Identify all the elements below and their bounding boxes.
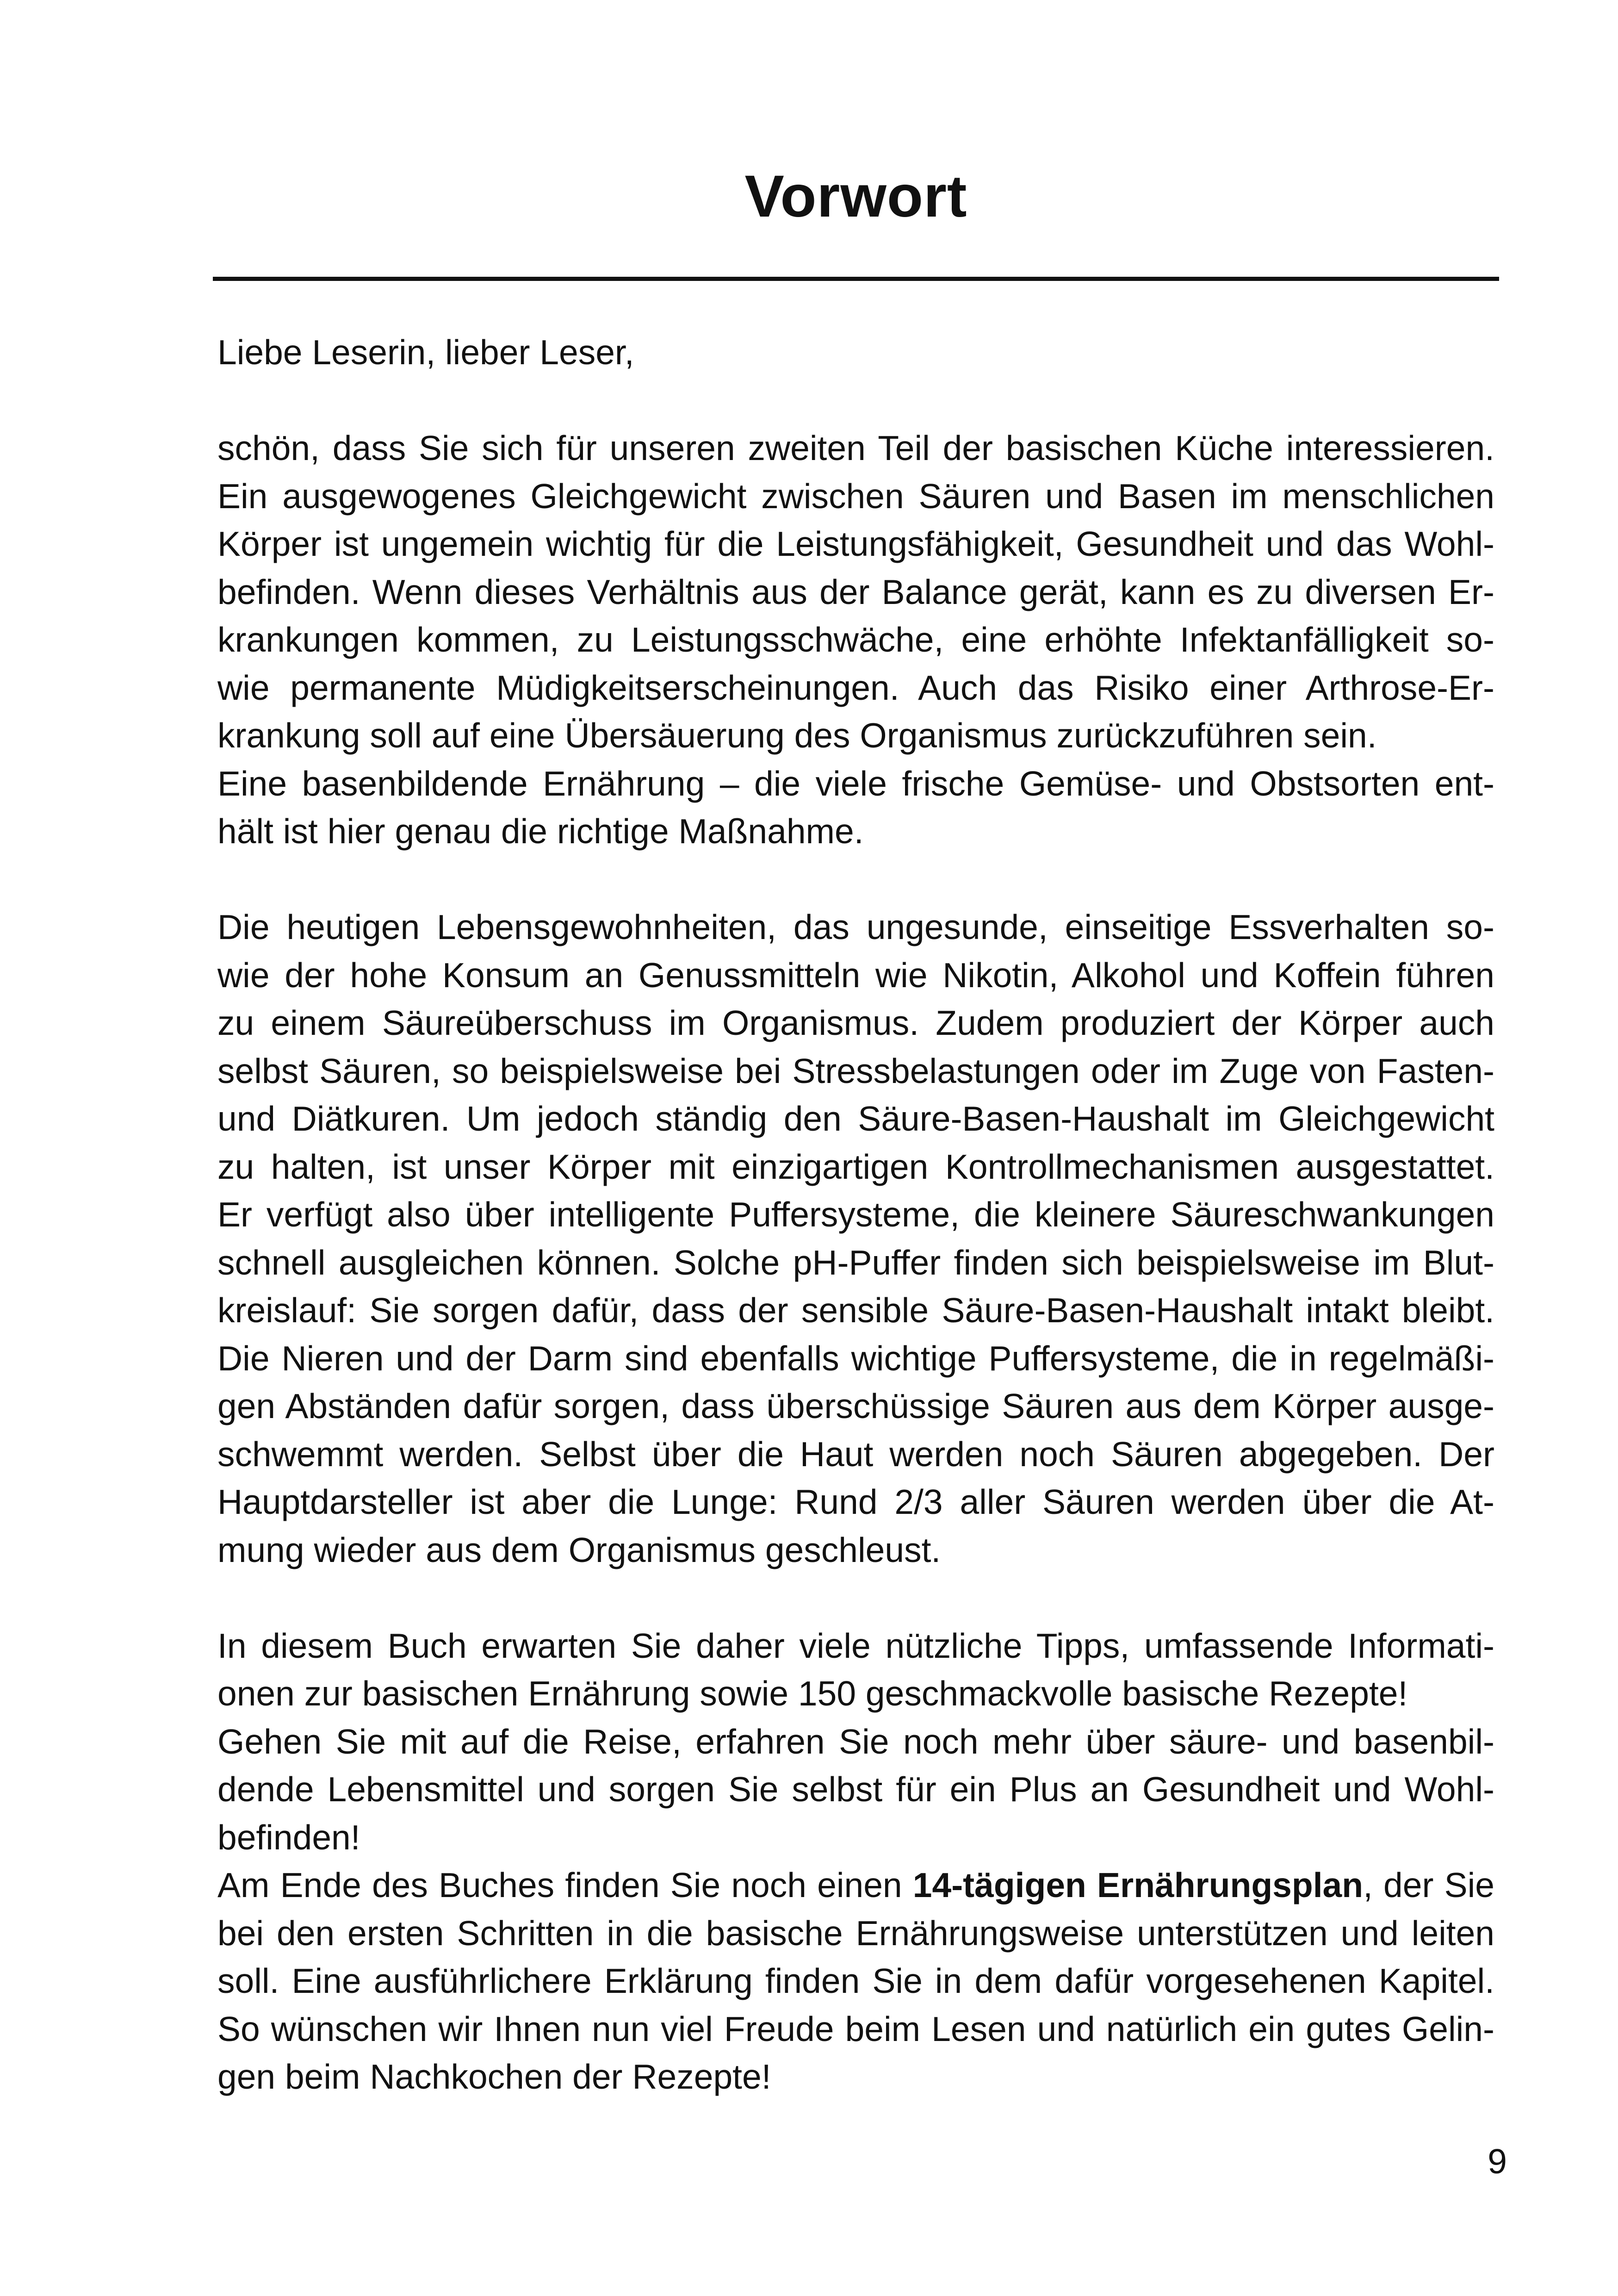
text-line: hält ist hier genau die richtige Maßnahme.: [217, 812, 864, 851]
text-line: Gehen Sie mit auf die Reise, erfahren Sie noch mehr über säure- und basenbil-: [217, 1722, 1494, 1761]
plan-line-tail: , der Sie: [1363, 1866, 1494, 1904]
text-line: kreislauf: Sie sorgen dafür, dass der sensible Säure-Basen-Haushalt intakt bleibt.: [217, 1291, 1494, 1330]
text-line: gen beim Nachkochen der Rezepte!: [217, 2057, 771, 2096]
text-line: onen zur basischen Ernährung sowie 150 geschmackvolle basische Rezepte!: [217, 1674, 1408, 1713]
text-line: Er verfügt also über intelligente Puffersysteme, die kleinere Säureschwankungen: [217, 1195, 1494, 1234]
text-line: bei den ersten Schritten in die basische Ernährungsweise unterstützen und leiten: [217, 1913, 1494, 1953]
text-line: So wünschen wir Ihnen nun viel Freude beim Lesen und natürlich ein gutes Gelin-: [217, 2009, 1494, 2048]
text-line: wie permanente Müdigkeitserscheinungen. Auch das Risiko einer Arthrose-Er-: [217, 668, 1494, 707]
paragraph-1: [217, 424, 1494, 856]
text-line: selbst Säuren, so beispielsweise bei Stressbelastungen oder im Zuge von Fasten-: [217, 1051, 1494, 1090]
text-line: zu halten, ist unser Körper mit einzigartigen Kontrollmechanismen ausgestattet.: [217, 1147, 1494, 1186]
text-line: Ein ausgewogenes Gleichgewicht zwischen Säuren und Basen im menschlichen: [217, 476, 1494, 516]
page-number: 9: [1488, 2142, 1507, 2181]
text-line: schwemmt werden. Selbst über die Haut werden noch Säuren abgegeben. Der: [217, 1434, 1494, 1474]
plan-line-lead: Am Ende des Buches finden Sie noch einen: [217, 1866, 913, 1904]
text-line: befinden!: [217, 1817, 360, 1857]
text-line: In diesem Buch erwarten Sie daher viele nützliche Tipps, umfassende Informati-: [217, 1626, 1494, 1665]
text-line: und Diätkuren. Um jedoch ständig den Säure-Basen-Haushalt im Gleichgewicht: [217, 1099, 1494, 1138]
paragraph-2: [217, 903, 1494, 1574]
text-line: befinden. Wenn dieses Verhältnis aus der Balance gerät, kann es zu diversen Er-: [217, 572, 1494, 611]
page-title: Vorwort: [744, 163, 967, 230]
text-line: krankung soll auf eine Übersäuerung des Organismus zurückzuführen sein.: [217, 716, 1377, 755]
text-line: zu einem Säureüberschuss im Organismus. Zudem produziert der Körper auch: [217, 1003, 1494, 1042]
paragraph-3: [217, 1622, 1494, 2101]
text-line: schön, dass Sie sich für unseren zweiten Teil der basischen Küche interessieren.: [217, 429, 1494, 467]
salutation: Liebe Leserin, lieber Leser,: [217, 333, 634, 372]
text-line: Hauptdarsteller ist aber die Lunge: Rund 2/3 aller Säuren werden über die At-: [217, 1482, 1494, 1521]
text-line: mung wieder aus dem Organismus geschleust.: [217, 1530, 941, 1569]
text-line: soll. Eine ausführlichere Erklärung finden Sie in dem dafür vorgesehenen Kapitel.: [217, 1961, 1494, 2000]
meal-plan-emphasis: 14-tägigen Ernährungsplan: [912, 1866, 1364, 1904]
text-line: wie der hohe Konsum an Genussmitteln wie Nikotin, Alkohol und Koffein führen: [217, 955, 1494, 995]
text-line: dende Lebensmittel und sorgen Sie selbst für ein Plus an Gesundheit und Wohl-: [217, 1770, 1494, 1809]
text-line: schnell ausgleichen können. Solche pH-Puffer finden sich beispielsweise im Blut-: [217, 1243, 1494, 1282]
text-line: Eine basenbildende Ernährung – die viele frische Gemüse- und Obstsorten ent-: [217, 764, 1494, 803]
text-line-with-emphasis: [217, 1861, 1494, 1910]
text-line: Die heutigen Lebensgewohnheiten, das ungesunde, einseitige Essverhalten so-: [217, 908, 1494, 946]
text-line: gen Abständen dafür sorgen, dass überschüssige Säuren aus dem Körper ausge-: [217, 1387, 1494, 1425]
text-line: Die Nieren und der Darm sind ebenfalls wichtige Puffersysteme, die in regelmäßi-: [217, 1338, 1494, 1378]
preface-body: [217, 329, 1494, 2149]
text-line: krankungen kommen, zu Leistungsschwäche, eine erhöhte Infektanfälligkeit so-: [217, 620, 1494, 659]
title-divider: [213, 277, 1499, 281]
text-line: Körper ist ungemein wichtig für die Leistungsfähigkeit, Gesundheit und das Wohl-: [217, 524, 1494, 563]
